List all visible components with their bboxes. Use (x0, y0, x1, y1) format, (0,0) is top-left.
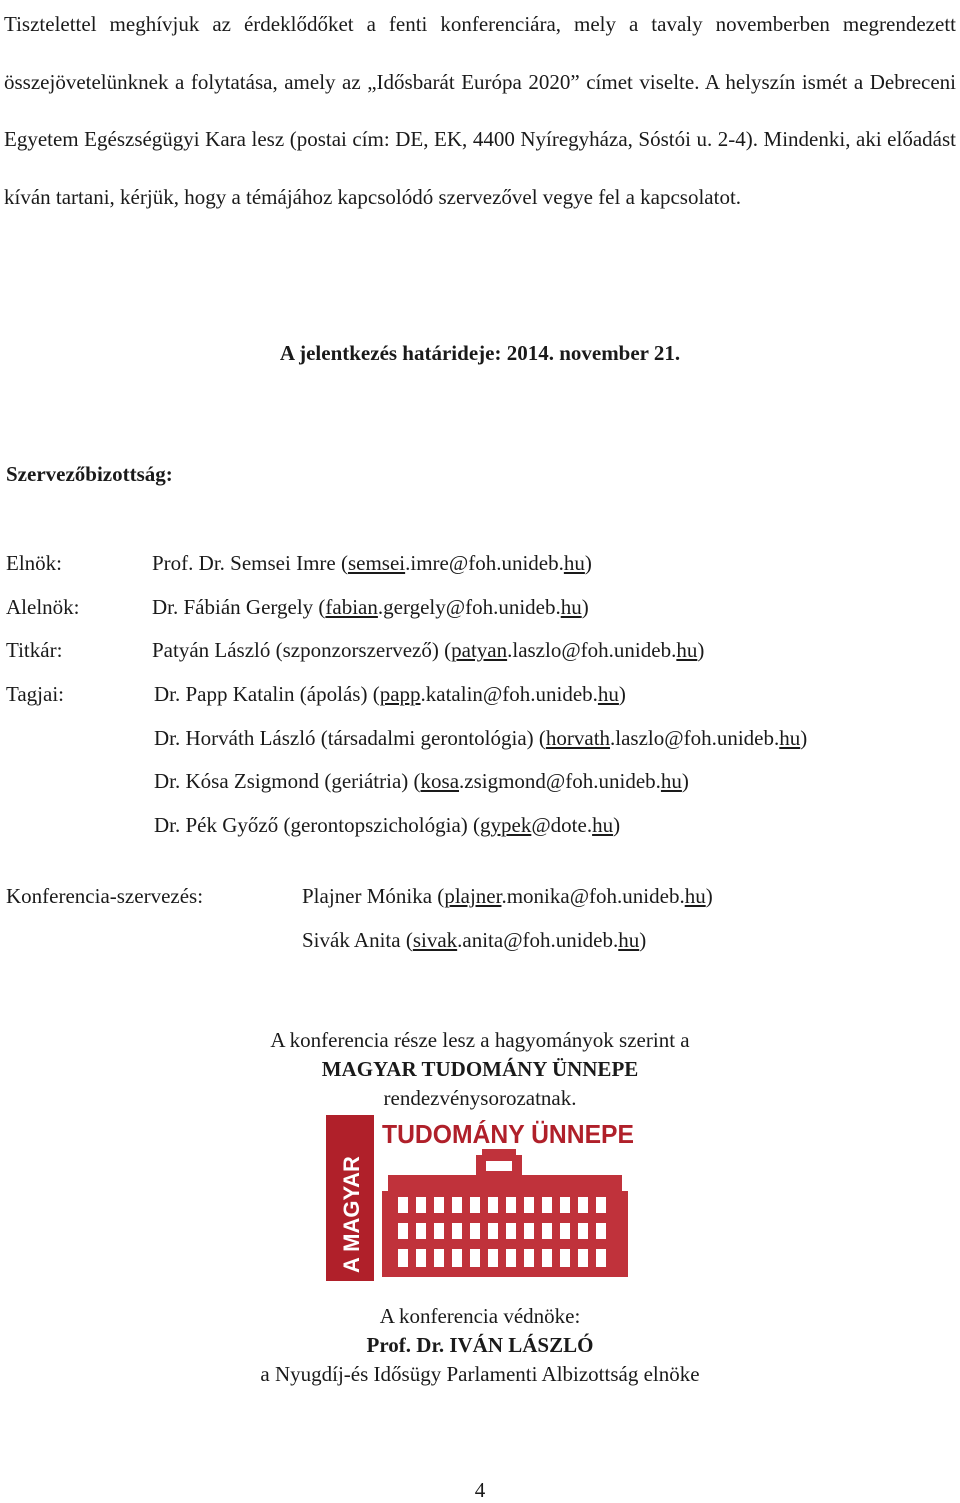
logo-top-text: TUDOMÁNY ÜNNEPE (382, 1119, 634, 1149)
patron-title: a Nyugdíj-és Idősügy Parlamenti Albizottság elnöke (260, 1362, 700, 1386)
committee-member-1: Dr. Papp Katalin (ápolás) (papp.katalin@foh.unideb.hu) (154, 682, 626, 706)
page-number: 4 (474, 1478, 486, 1502)
committee-member-4: Dr. Pék Győző (gerontopszichológia) (gypek@dote.hu) (154, 813, 621, 837)
email-link-member-2[interactable]: horvath.laszlo@foh.unideb.hu (545, 726, 801, 750)
deadline-heading: A jelentkezés határideje: 2014. november 21. (279, 341, 681, 365)
role-label-vice-chair: Alelnök: (6, 595, 80, 619)
intro-paragraph: Tisztelettel meghívjuk az érdeklődőket a fenti konferenciára, mely a tavaly novemberben megrendezett összejövetelünknek a folytatása, amely az „Idősbarát Európa 2020” címet viselte. A helyszín ismét a Debreceni Egyetem Egészségügyi Kara lesz (postai cím: DE, EK, 4400 Nyíregyháza, Sóstói u. 2-4). Mindenki, aki előadást kíván tartani, kérjük, hogy a témájához kapcsolódó szervezővel vegye fel a kapcsolatot. (4, 12, 956, 209)
patron-line-1: A konferencia védnöke: (379, 1304, 581, 1328)
event-line-1: A konferencia része lesz a hagyományok szerint a (270, 1028, 690, 1052)
committee-title: Szervezőbizottság: (6, 462, 173, 486)
email-link-vice-chair[interactable]: fabian.gergely@foh.unideb.hu (325, 595, 582, 619)
organizer-2: Sivák Anita (sivak.anita@foh.unideb.hu) (302, 928, 647, 952)
role-label-chair: Elnök: (6, 551, 62, 575)
email-link-organizer-2[interactable]: sivak.anita@foh.unideb.hu (412, 928, 640, 952)
committee-member-2: Dr. Horváth László (társadalmi gerontológia) (horvath.laszlo@foh.unideb.hu) (154, 726, 808, 750)
committee-member-vice-chair: Dr. Fábián Gergely (fabian.gergely@foh.unideb.hu) (152, 595, 589, 619)
email-link-chair[interactable]: semsei.imre@foh.unideb.hu (347, 551, 585, 575)
tudomany-unnepe-logo (326, 1115, 638, 1281)
patron-name: Prof. Dr. IVÁN LÁSZLÓ (366, 1333, 594, 1357)
committee-member-3: Dr. Kósa Zsigmond (geriátria) (kosa.zsigmond@foh.unideb.hu) (154, 769, 689, 793)
email-link-organizer-1[interactable]: plajner.monika@foh.unideb.hu (444, 884, 706, 908)
email-link-member-4[interactable]: gypek@dote.hu (480, 813, 614, 837)
role-label-secretary: Titkár: (6, 638, 63, 662)
email-link-secretary[interactable]: patyan.laszlo@foh.unideb.hu (451, 638, 698, 662)
event-line-2: MAGYAR TUDOMÁNY ÜNNEPE (321, 1057, 639, 1081)
email-link-member-1[interactable]: papp.katalin@foh.unideb.hu (379, 682, 619, 706)
organizer-1: Plajner Mónika (plajner.monika@foh.unideb.hu) (302, 884, 713, 908)
logo-side-text: A MAGYAR (339, 1156, 364, 1273)
event-line-3: rendezvénysorozatnak. (383, 1086, 577, 1110)
committee-member-secretary: Patyán László (szponzorszervező) (patyan.laszlo@foh.unideb.hu) (152, 638, 705, 662)
committee-member-chair: Prof. Dr. Semsei Imre (semsei.imre@foh.unideb.hu) (152, 551, 592, 575)
email-link-member-3[interactable]: kosa.zsigmond@foh.unideb.hu (420, 769, 682, 793)
organizers-label: Konferencia-szervezés: (6, 884, 204, 908)
role-label-members: Tagjai: (6, 682, 65, 706)
